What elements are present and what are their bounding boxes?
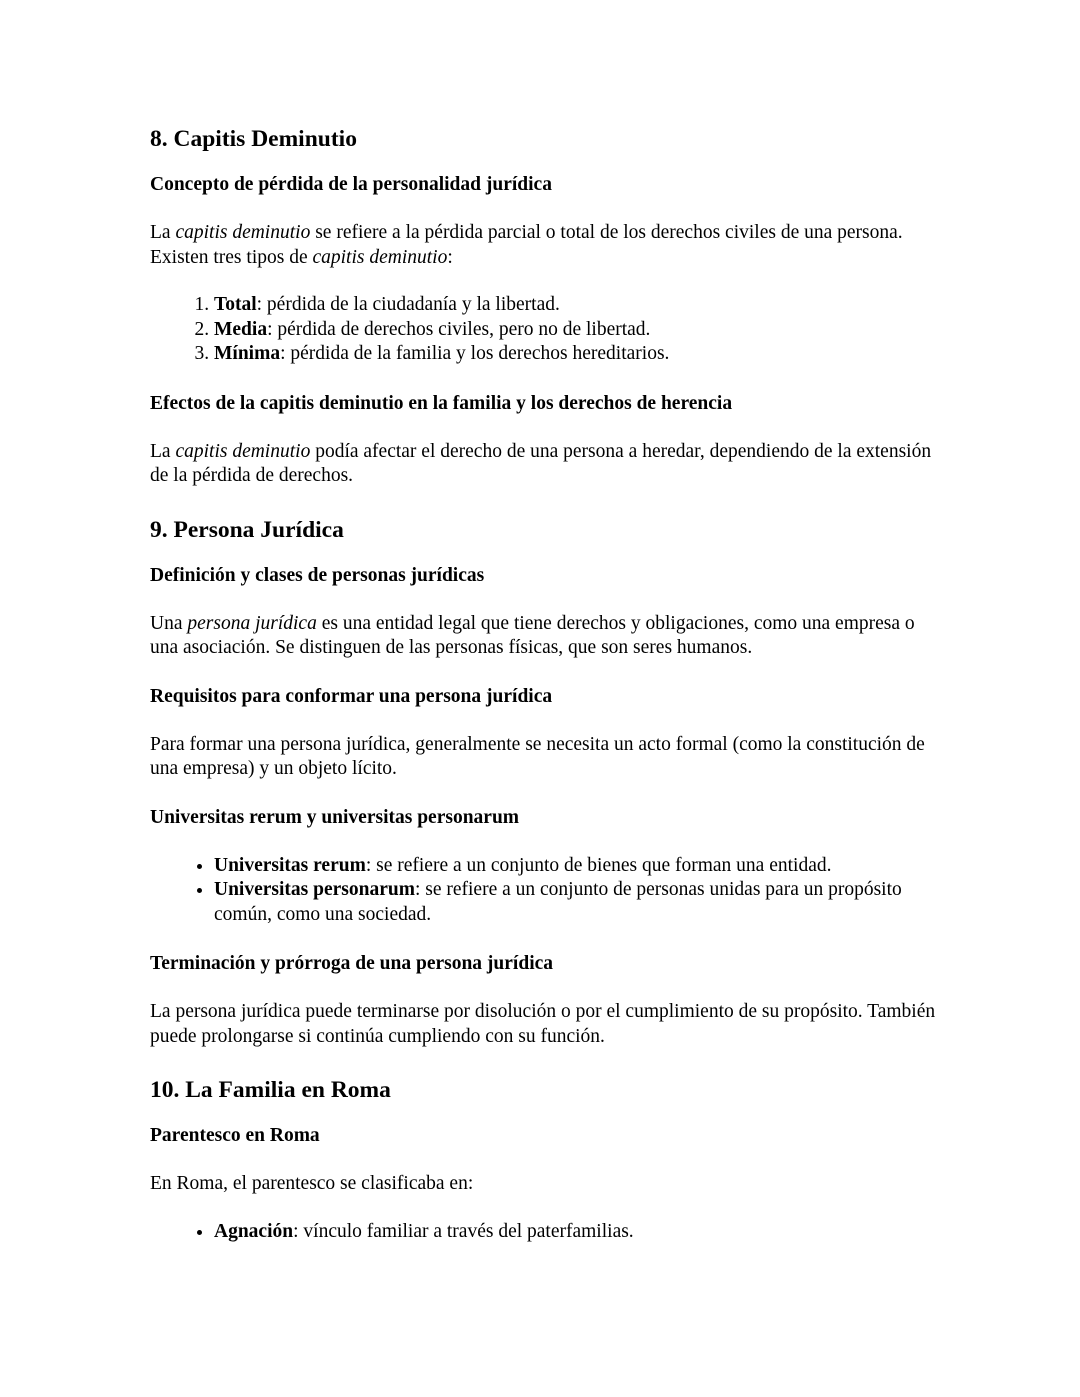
section-8-paragraph-effects: La capitis deminutio podía afectar el derecho de una persona a heredar, dependiendo de la extensión de la pérdida de derechos. [150,440,932,486]
universitas-list [150,854,940,928]
list-item: • Universitas rerum: se refiere a un conjunto de bienes que forman una entidad. [214,854,940,879]
list-item: • Universitas personarum: se refiere a un conjunto de personas unidas para un propósito común, como una sociedad. [214,878,940,927]
section-8-subheading-effects: Efectos de la capitis deminutio en la familia y los derechos de herencia [150,392,733,414]
section-9-subheading-universitas: Universitas rerum y universitas personarum [150,806,520,828]
capitis-types-list [150,293,940,367]
section-10-paragraph-kinship: En Roma, el parentesco se clasificaba en: [150,1173,474,1194]
section-9-paragraph-definition: Una persona jurídica es una entidad legal que tiene derechos y obligaciones, como una empresa o una asociación. Se distinguen de las personas físicas, que son seres humanos. [150,612,915,658]
section-8-paragraph-concept: La capitis deminutio se refiere a la pérdida parcial o total de los derechos civiles de una persona. Existen tres tipos de capitis deminutio: [150,222,903,268]
section-8-title: 8. Capitis Deminutio [150,126,357,152]
section-9-subheading-definition: Definición y clases de personas jurídicas [150,564,485,586]
list-item: • Agnación: vínculo familiar a través del paterfamilias. [214,1220,940,1245]
section-10-title: 10. La Familia en Roma [150,1077,391,1103]
section-10-subheading-kinship: Parentesco en Roma [150,1125,320,1146]
section-9-subheading-requirements: Requisitos para conformar una persona jurídica [150,685,553,707]
document-page [150,122,940,1244]
list-item: 1. Total: pérdida de la ciudadanía y la libertad. [214,293,940,318]
section-9-subheading-termination: Terminación y prórroga de una persona jurídica [150,953,554,974]
list-item: 2. Media: pérdida de derechos civiles, pero no de libertad. [214,318,940,343]
kinship-list [150,1220,940,1245]
section-8-subheading-concept: Concepto de pérdida de la personalidad jurídica [150,174,552,195]
list-item: 3. Mínima: pérdida de la familia y los derechos hereditarios. [214,342,940,367]
section-9-paragraph-termination: La persona jurídica puede terminarse por disolución o por el cumplimiento de su propósito. También puede prolongarse si continúa cumpliendo con su función. [150,1001,936,1047]
section-9-paragraph-requirements: Para formar una persona jurídica, generalmente se necesita un acto formal (como la constitución de una empresa) y un objeto lícito. [150,733,925,779]
section-9-title: 9. Persona Jurídica [150,516,344,543]
